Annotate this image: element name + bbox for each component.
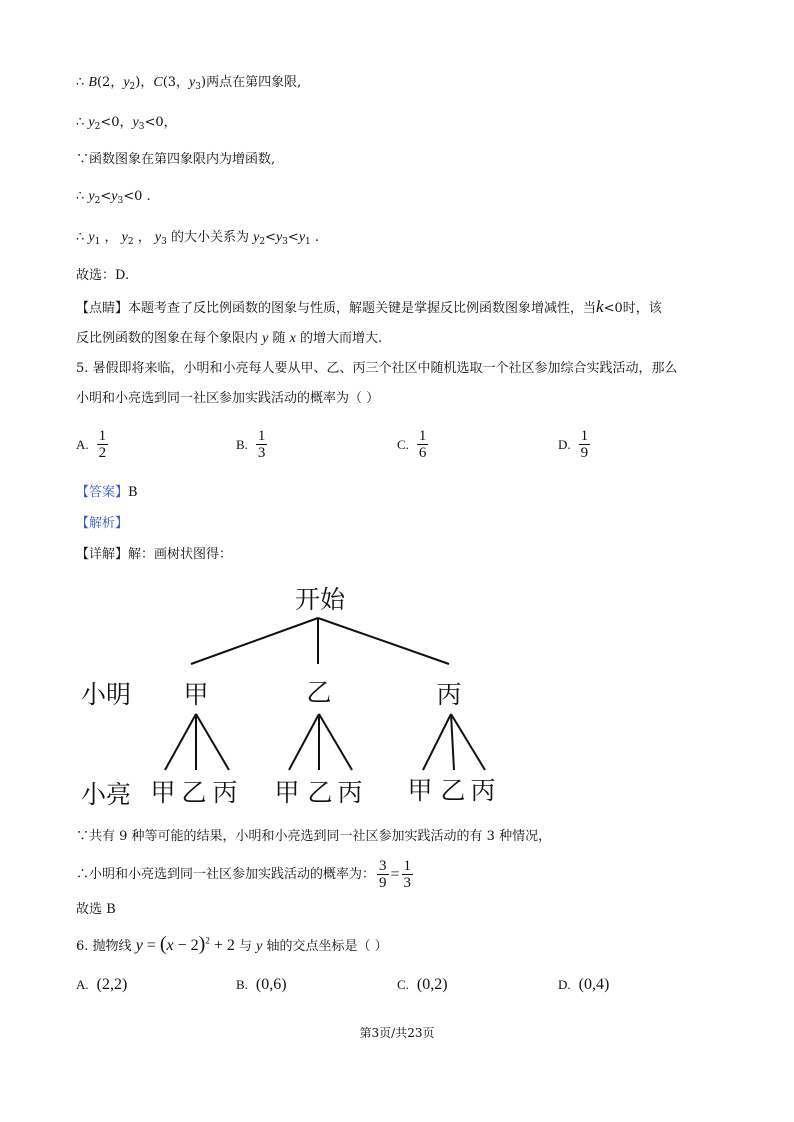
solution-line-1: ∵共有 9 种等可能的结果，小明和小亮选到同一社区参加实践活动的有 3 种情况， — [76, 829, 552, 844]
q5-analysis-tag: 【解析】 — [76, 516, 129, 531]
tree-l2-yi-3: 乙 — [440, 776, 466, 805]
tree-l2-jia-1: 甲 — [150, 778, 176, 807]
fraction-1-3 — [402, 858, 414, 891]
fraction-3-9 — [377, 858, 389, 891]
note-text-2c: 的增大而增大. — [300, 331, 383, 346]
q5-option-a — [76, 428, 108, 461]
tree-l2-yi-1: 乙 — [181, 778, 207, 807]
tree-l2-bing-2: 丙 — [337, 778, 363, 807]
note-tag: 【点睛】 — [76, 301, 129, 316]
line-increasing-function: ∵函数图象在第四象限内为增函数, — [76, 152, 276, 167]
q6-equation: $y = (x - 2)^2 + 2$ — [135, 933, 235, 955]
fraction-numerator: 1 — [580, 428, 589, 444]
tree-l2-jia-3: 甲 — [407, 776, 433, 805]
line-y2-lt-y3: ∴ $y_2<y_3<0$ . — [76, 189, 151, 206]
q6-option-c — [397, 976, 448, 994]
tree-root: 开始 — [294, 585, 346, 614]
q6-option-b — [236, 976, 287, 994]
tree-l2-bing-3: 丙 — [470, 776, 496, 805]
option-label: B. — [236, 977, 248, 992]
tree-l2-jia-2: 甲 — [274, 778, 300, 807]
option-label: D. — [558, 977, 571, 992]
solution-line-3: 故选 B — [76, 902, 116, 917]
relation-text: 的大小关系为 — [170, 230, 249, 245]
solution-text-2: ∴小明和小亮选到同一社区参加实践活动的概率为： — [76, 866, 376, 882]
equals-sign: = — [390, 865, 400, 883]
tree-l1-bing: 丙 — [436, 680, 462, 709]
fraction-denominator: 9 — [580, 445, 589, 461]
option-label: B. — [236, 436, 248, 452]
q5-option-d — [558, 428, 590, 461]
answer-choice-d: 故选：D. — [76, 268, 130, 283]
fraction-denominator: 2 — [98, 445, 107, 461]
fraction-numerator: 3 — [379, 858, 387, 874]
q5-answer — [76, 484, 138, 502]
tree-l2-yi-2: 乙 — [307, 778, 333, 807]
answer-value: B — [128, 485, 138, 500]
q5-stem-line-1: 5. 暑假即将来临，小明和小亮每人要从甲、乙、丙三个社区中随机选取一个社区参加综合实践活动，那么 — [76, 361, 678, 376]
line-points-in-fourth-quadrant: ∴ B(2，$y_2$)，C(3，$y_3$)两点在第四象限, — [76, 75, 302, 92]
q6-suffix-a: 与 — [238, 939, 252, 954]
option-value: (0,4) — [578, 976, 610, 993]
note-text-2b: 随 — [272, 331, 286, 346]
q5-detail: 【详解】解：画树状图得： — [76, 547, 233, 562]
note-text-1b: 时，该 — [622, 301, 662, 316]
option-label: C. — [397, 977, 409, 992]
probability-tree-diagram — [0, 575, 794, 815]
q5-option-b — [236, 428, 267, 461]
option-label: D. — [558, 436, 571, 452]
option-fraction — [579, 428, 591, 461]
line-y2-y3-negative: ∴ $y_2<0$，$y_3<0$， — [76, 115, 177, 132]
option-fraction — [97, 428, 109, 461]
option-label: A. — [76, 977, 89, 992]
option-value: (0,6) — [255, 976, 287, 993]
q5-stem-line-2: 小明和小亮选到同一社区参加实践活动的概率为（ ） — [76, 391, 380, 406]
page-footer: 第3页/共23页 — [359, 1026, 435, 1040]
option-label: C. — [397, 436, 409, 452]
fraction-denominator: 6 — [418, 445, 427, 461]
q6-option-a — [76, 976, 127, 994]
solution-line-2 — [76, 858, 413, 891]
line-order-relation: ∴ $y_1$ ， $y_2$ ， $y_3$ 的大小关系为 $y_2<y_3<y_1$ . — [76, 230, 320, 247]
option-fraction — [256, 428, 268, 461]
q6-stem: 6. 抛物线 $y = (x - 2)^2 + 2$ 与 y 轴的交点坐标是（ ） — [76, 933, 388, 955]
fraction-denominator: 9 — [379, 875, 387, 891]
q5-option-c — [397, 428, 428, 461]
fraction-numerator: 1 — [257, 428, 266, 444]
tree-row2-label: 小亮 — [80, 780, 132, 809]
option-label: A. — [76, 436, 89, 452]
fraction-numerator: 1 — [98, 428, 107, 444]
therefore-symbol: ∴ — [76, 75, 85, 90]
note-line-2: 反比例函数的图象在每个象限内 y 随 x 的增大而增大. — [76, 331, 383, 346]
fraction-numerator: 1 — [418, 428, 427, 444]
fraction-denominator: 3 — [257, 445, 266, 461]
tree-l1-jia: 甲 — [183, 680, 209, 709]
note-text-2a: 反比例函数的图象在每个象限内 — [76, 331, 259, 346]
option-fraction — [417, 428, 429, 461]
q6-suffix-b: 轴的交点坐标是（ ） — [266, 939, 388, 954]
tree-l1-yi: 乙 — [306, 678, 332, 707]
line1-text: 两点在第四象限, — [206, 75, 302, 90]
q6-option-d — [558, 976, 609, 994]
tree-l2-bing-1: 丙 — [212, 778, 238, 807]
note-line-1: 【点睛】本题考查了反比例函数的图象与性质，解题关键是掌握反比例函数图象增减性，当k<0时，该 — [76, 297, 662, 316]
note-text-1: 本题考查了反比例函数的图象与性质，解题关键是掌握反比例函数图象增减性，当 — [128, 301, 597, 316]
fraction-denominator: 3 — [403, 875, 412, 891]
option-value: (2,2) — [96, 976, 128, 993]
option-value: (0,2) — [416, 976, 448, 993]
answer-tag: 【答案】 — [76, 485, 129, 500]
tree-row1-label: 小明 — [80, 680, 132, 709]
fraction-numerator: 1 — [403, 858, 412, 874]
q6-prefix: 6. 抛物线 — [76, 939, 132, 954]
